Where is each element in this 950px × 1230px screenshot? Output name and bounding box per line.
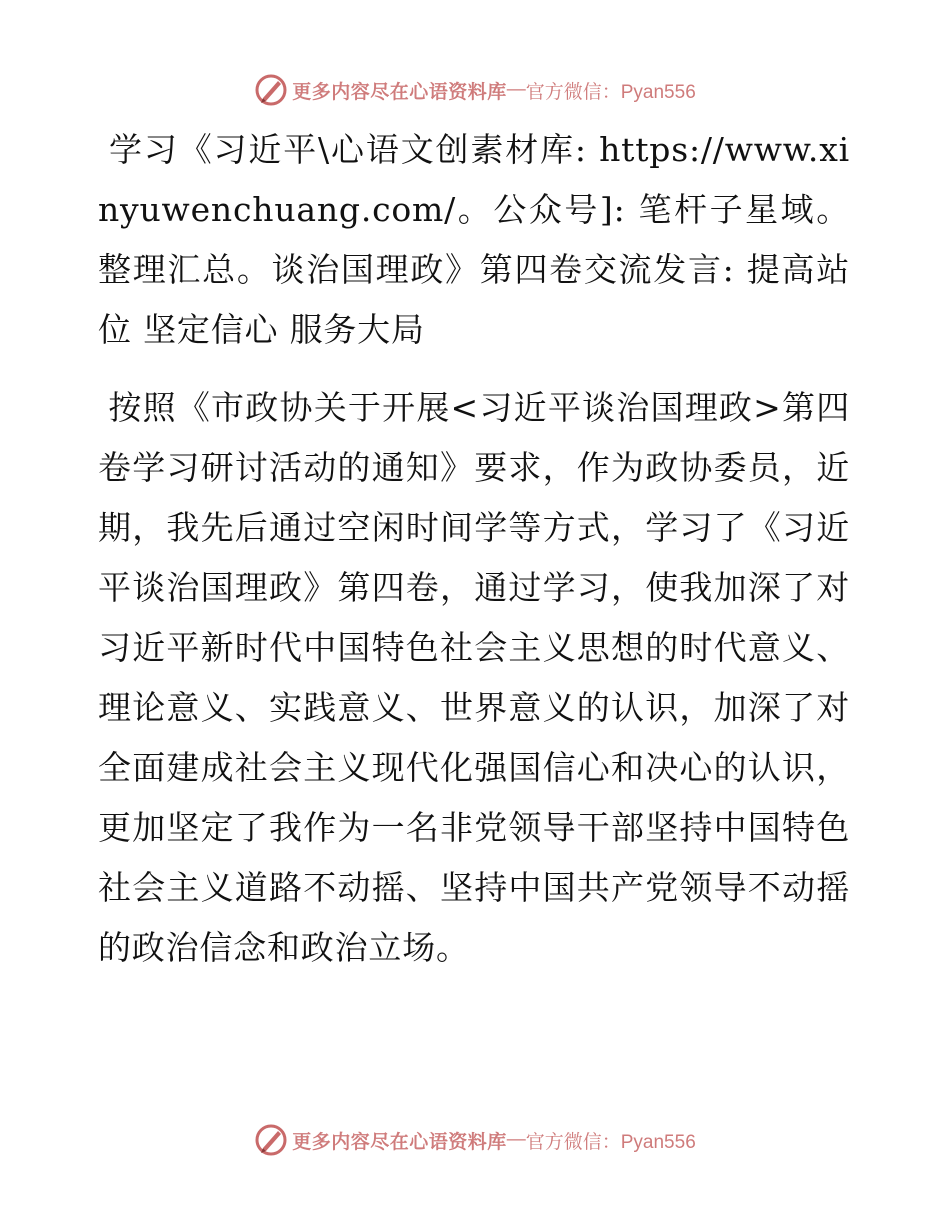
watermark-wechat: 官方微信：Pyan556 <box>525 1131 696 1153</box>
paragraph-1-text: 学习《习近平\心语文创素材库: https://www.xinyuwenchuang.com/。公众号]: 笔杆子星域。整理汇总。谈治国理政》第四卷交流发言: 提高站位 坚定信心 服务大局 <box>98 130 850 349</box>
watermark-wechat: 官方微信：Pyan556 <box>525 81 696 103</box>
paragraph-2-text: 按照《市政协关于开展<习近平谈治国理政>第四卷学习研讨活动的通知》要求，作为政协委员，近期，我先后通过空闲时间学等方式，学习了《习近平谈治国理政》第四卷，通过学习，使我加深了对习近平新时代中国特色社会主义思想的时代意义、理论意义、实践意义、世界意义的认识，加深了对全面建成社会主义现代化强国信心和决心的认识，更加坚定了我作为一名非党领导干部坚持中国特色社会主义道路不动摇、坚持中国共产党领导不动摇的政治信念和政治立场。 <box>98 388 850 967</box>
document-body <box>98 120 850 978</box>
watermark-text: 更多内容尽在心语资料库 <box>292 1130 507 1153</box>
header-watermark <box>0 70 950 110</box>
watermark-separator: — <box>506 1129 526 1150</box>
watermark-text: 更多内容尽在心语资料库 <box>292 80 507 103</box>
pen-logo-icon <box>254 1123 288 1157</box>
footer-watermark <box>0 1120 950 1160</box>
document-heading-paragraph <box>98 120 850 360</box>
document-body-paragraph <box>98 378 850 978</box>
watermark-separator: — <box>506 79 526 100</box>
pen-logo-icon <box>254 73 288 107</box>
